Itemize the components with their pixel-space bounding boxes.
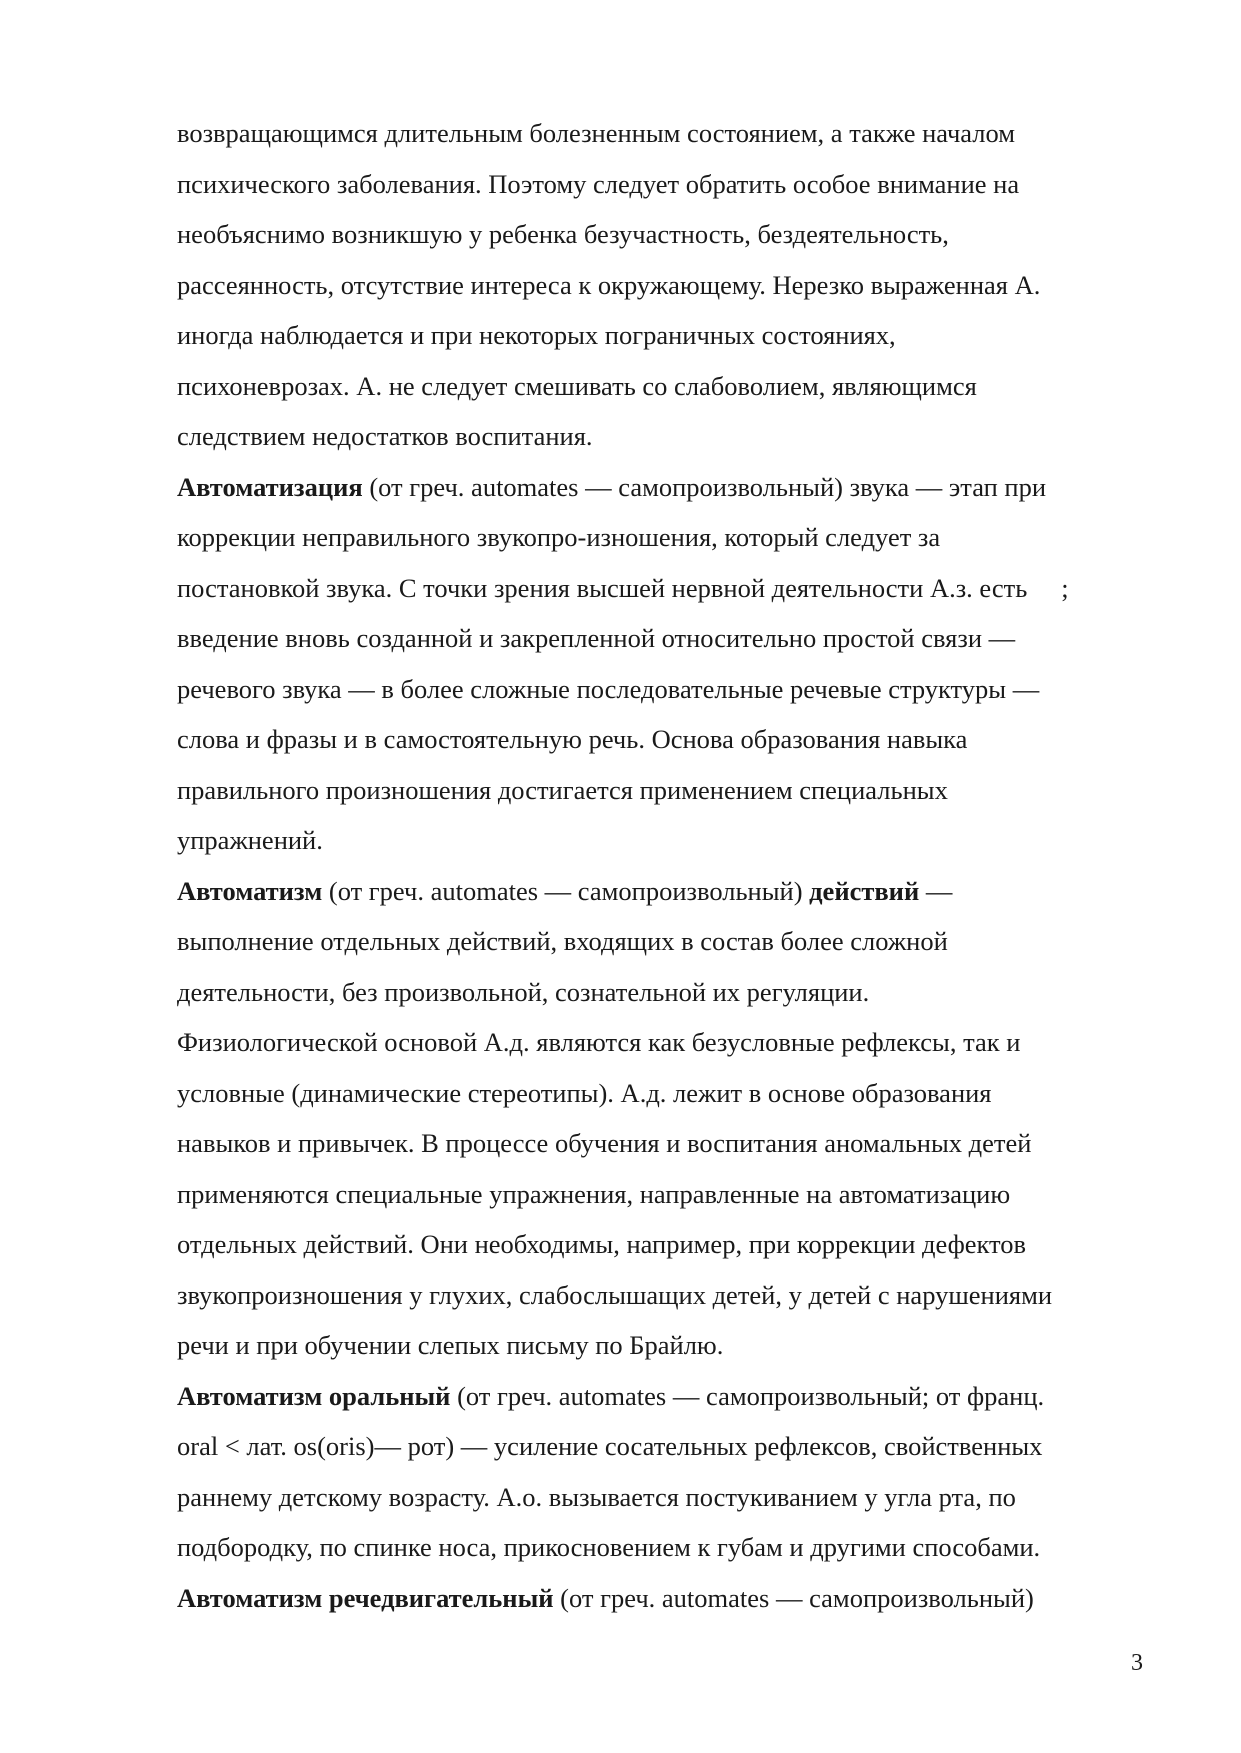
- text-line: правильного произношения достигается применением специальных: [177, 774, 948, 805]
- text-line: подбородку, по спинке носа, прикосновением к губам и другими способами.: [177, 1532, 1041, 1562]
- text-line: применяются специальные упражнения, направленные на автоматизацию: [177, 1178, 1011, 1209]
- text-line: иногда наблюдается и при некоторых пограничных состояниях,: [177, 320, 896, 350]
- term-definition: —: [919, 875, 953, 906]
- text-line: Физиологической основой А.д. являются как безусловные рефлексы, так и: [177, 1027, 1021, 1057]
- body-text: [177, 108, 1157, 1623]
- stray-semicolon: ;: [1061, 572, 1069, 603]
- text-line: навыков и привычек. В процессе обучения и воспитания аномальных детей: [177, 1128, 1032, 1158]
- text-line: постановкой звука. С точки зрения высшей нервной деятельности А.з. есть: [177, 572, 1028, 603]
- term-definition: (от греч. automates — самопроизвольный; от франц.: [450, 1380, 1045, 1411]
- entry-automatism-oral: [177, 1371, 1157, 1422]
- text-line: психоневрозах. А. не следует смешивать со слабоволием, являющимся: [177, 370, 977, 401]
- entry-automatization: [177, 462, 1157, 513]
- term-definition: (от греч. automates — самопроизвольный) звука — этап при: [362, 471, 1047, 502]
- term-definition: (от греч. automates — самопроизвольный): [322, 875, 810, 906]
- text-line: слова и фразы и в самостоятельную речь. Основа образования навыка: [177, 724, 968, 754]
- text-line: условные (динамические стереотипы). А.д. лежит в основе образования: [177, 1077, 992, 1108]
- term-definition: (от греч. automates — самопроизвольный): [553, 1582, 1034, 1613]
- text-line: речи и при обучении слепых письму по Брайлю.: [177, 1330, 724, 1360]
- text-line: введение вновь созданной и закрепленной относительно простой связи —: [177, 623, 1016, 653]
- term-heading: Автоматизм речедвигательный: [177, 1582, 554, 1613]
- text-line: рассеянность, отсутствие интереса к окружающему. Нерезко выраженная А.: [177, 269, 1041, 300]
- term-heading-part: действий: [809, 875, 920, 906]
- page-number: 3: [1131, 1650, 1143, 1676]
- text-line: звукопроизношения у глухих, слабослышащих детей, у детей с нарушениями: [177, 1279, 1053, 1310]
- text-line: упражнений.: [177, 825, 323, 855]
- text-line: речевого звука — в более сложные последовательные речевые структуры —: [177, 673, 1040, 704]
- text-line: oral < лат. os(oris)— рот) — усиление сосательных рефлексов, свойственных: [177, 1431, 1043, 1461]
- text-line: выполнение отдельных действий, входящих в состав более сложной: [177, 926, 948, 956]
- entry-automatism-actions: [177, 866, 1157, 917]
- text-line: необъяснимо возникшую у ребенка безучастность, бездеятельность,: [177, 219, 949, 249]
- text-line-with-stray: [177, 563, 1157, 614]
- entry-automatism-speech-motor: [177, 1573, 1157, 1624]
- text-line: возвращающимся длительным болезненным состоянием, а также началом: [177, 118, 1016, 148]
- term-heading: Автоматизация: [177, 471, 363, 502]
- text-line: психического заболевания. Поэтому следует обратить особое внимание на: [177, 168, 1020, 199]
- text-line: раннему детскому возрасту. А.о. вызывается постукиванием у угла рта, по: [177, 1481, 1016, 1512]
- text-line: отдельных действий. Они необходимы, например, при коррекции дефектов: [177, 1229, 1027, 1259]
- text-line: следствием недостатков воспитания.: [177, 421, 593, 451]
- text-line: коррекции неправильного звукопро-изношения, который следует за: [177, 522, 941, 552]
- text-line: деятельности, без произвольной, сознательной их регуляции.: [177, 976, 870, 1007]
- term-heading: Автоматизм: [177, 875, 323, 906]
- term-heading: Автоматизм оральный: [177, 1380, 451, 1411]
